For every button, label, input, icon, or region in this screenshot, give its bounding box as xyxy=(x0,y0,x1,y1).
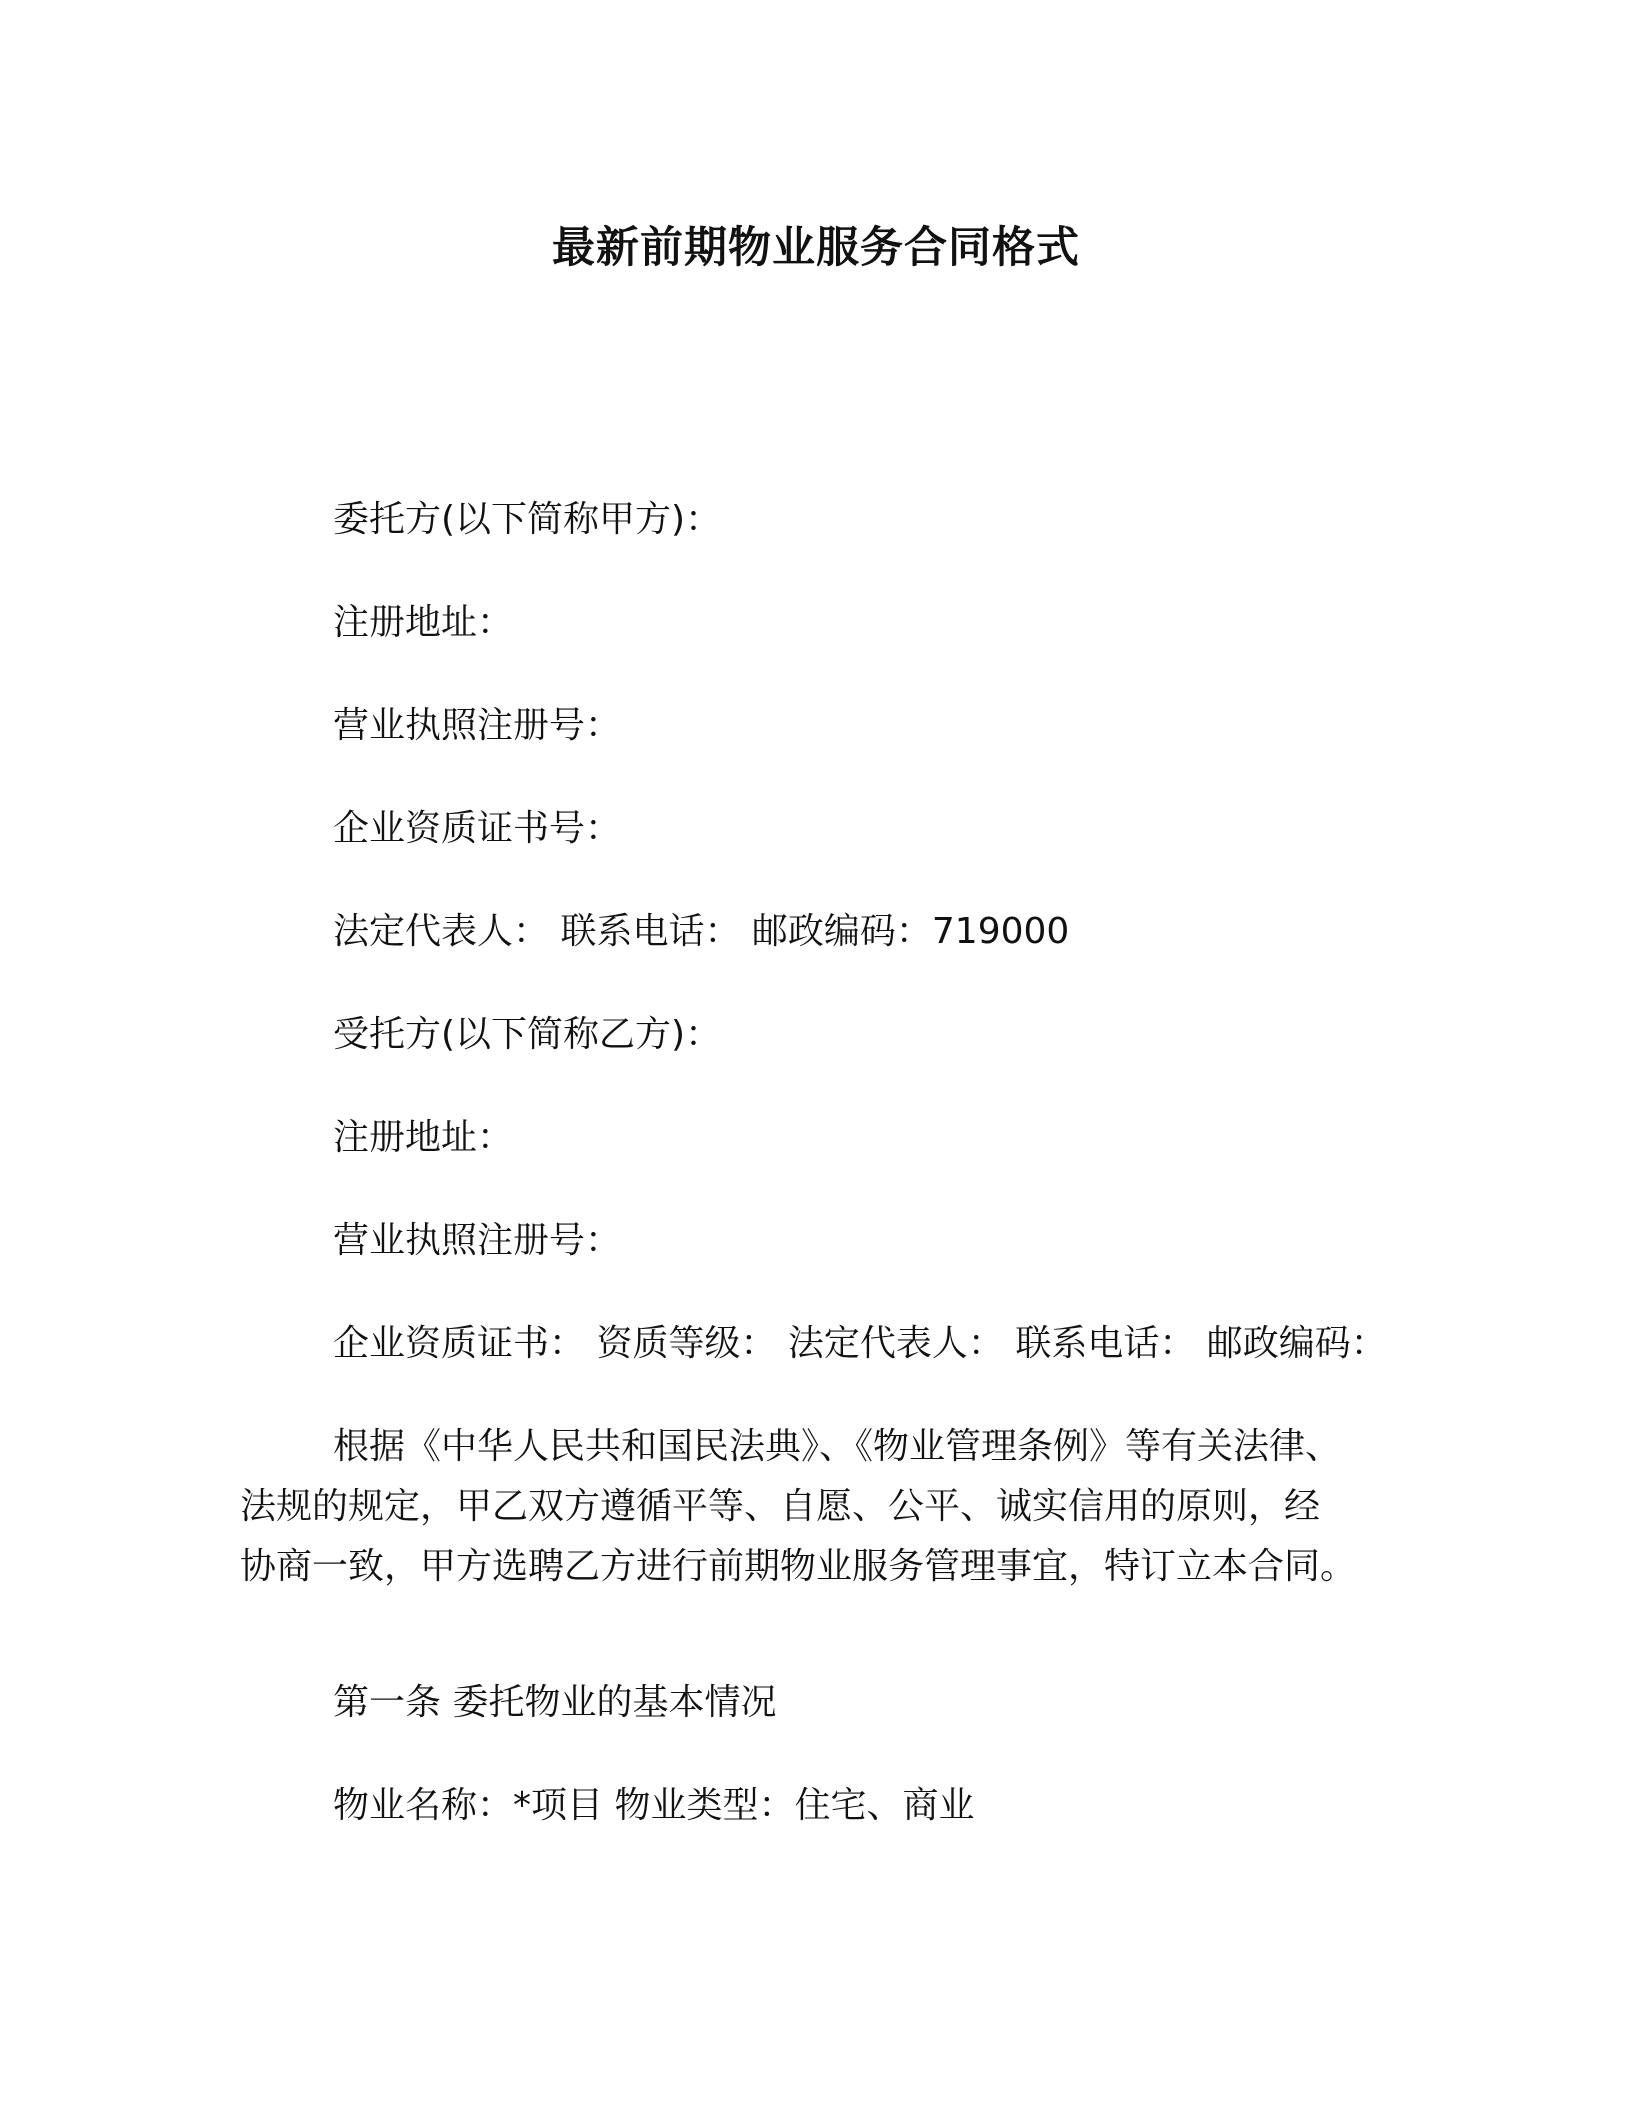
party-a-name-label: 委托方(以下简称甲方)： xyxy=(333,499,722,540)
party-a-address-label: 注册地址： xyxy=(333,602,514,643)
party-b-contact-line: 企业资质证书： 资质等级： 法定代表人： 联系电话： 邮政编码： xyxy=(333,1323,1387,1364)
party-b-name-label: 受托方(以下简称乙方)： xyxy=(333,1014,722,1055)
article-1-heading: 第一条 委托物业的基本情况 xyxy=(333,1682,777,1723)
party-b-address-label: 注册地址： xyxy=(333,1117,514,1158)
preamble-line: 协商一致，甲方选聘乙方进行前期物业服务管理事宜，特订立本合同。 xyxy=(240,1546,1357,1587)
preamble-paragraph xyxy=(240,1417,1400,1597)
property-info-line: 物业名称：*项目 物业类型：住宅、商业 xyxy=(333,1785,975,1826)
party-a-license-label: 营业执照注册号： xyxy=(333,705,622,746)
preamble-line: 法规的规定，甲乙双方遵循平等、自愿、公平、诚实信用的原则，经 xyxy=(240,1486,1321,1527)
party-b-license-label: 营业执照注册号： xyxy=(333,1220,622,1261)
document-title: 最新前期物业服务合同格式 xyxy=(552,223,1080,273)
preamble-line: 根据《中华人民共和国民法典》、《物业管理条例》等有关法律、 xyxy=(333,1426,1342,1467)
party-a-contact-line: 法定代表人： 联系电话： 邮政编码：719000 xyxy=(333,911,1070,952)
party-a-qualification-label: 企业资质证书号： xyxy=(333,808,622,849)
